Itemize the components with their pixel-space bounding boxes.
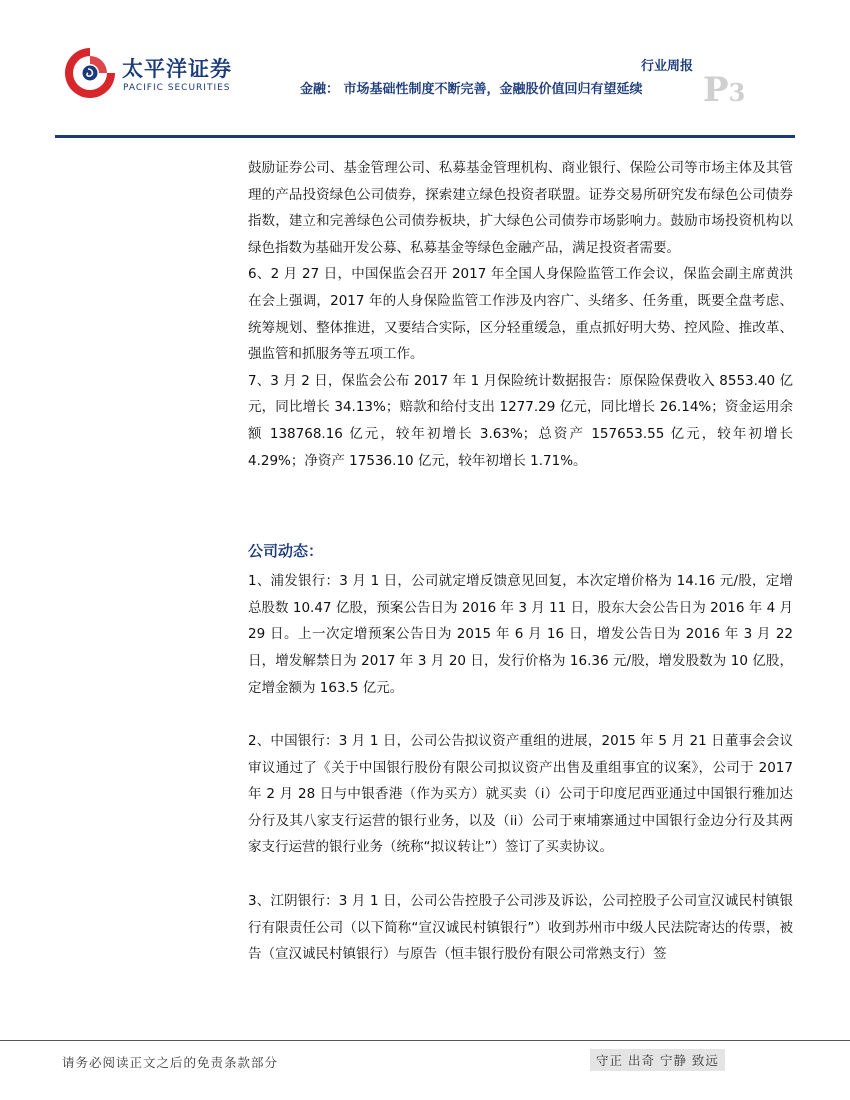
- report-subtitle: 金融： 市场基础性制度不断完善，金融股价值回归有望延续: [300, 82, 643, 97]
- company-item-bank-of-china: 2、中国银行：3 月 1 日，公司公告拟议资产重组的进展，2015 年 5 月 21 日董事会会议审议通过了《关于中国银行股份有限公司拟议资产出售及重组事宜的议案》，公司于 2017 年 2 月 28 日与中银香港（作为买方）就买卖（i）公司于印度尼西亚通过中国银行雅加达分行及其八家支行运营的银行业务，以及（ii）公司于柬埔寨通过中国银行金边分行及其两家支行运营的银行业务（统称“拟议转让”）签订了买卖协议。: [248, 733, 793, 856]
- logo-chinese-name: 太平洋证券: [122, 57, 232, 81]
- footer-divider: [0, 1040, 850, 1041]
- report-type: 行业周报: [640, 59, 693, 74]
- paragraph-insurance-meeting: 6、2 月 27 日，中国保监会召开 2017 年全国人身保险监管工作会议，保监会副主席黄洪在会上强调，2017 年的人身保险监管工作涉及内容广、头绪多、任务重，既要全盘考虑、统筹规划、整体推进，又要结合实际，区分轻重缓急，重点抓好明大势、控风险、推改革、强监管和抓服务等五项工作。: [248, 266, 793, 363]
- company-item-spdb: 1、浦发银行：3 月 1 日，公司就定增反馈意见回复，本次定增价格为 14.16 元/股，定增总股数 10.47 亿股，预案公告日为 2016 年 3 月 11 日，股东大会公告日为 2016 年 4 月 29 日。上一次定增预案公告日为 2015 年 6 月 16 日，增发公告日为 2016 年 3 月 22 日，增发解禁日为 2017 年 3 月 20 日，发行价格为 16.36 元/股，增发股数为 10 亿股，定增金额为 163.5 亿元。: [248, 573, 793, 696]
- section-spacer: [248, 474, 793, 538]
- item-spacer: [248, 701, 793, 728]
- footer-disclaimer: 请务必阅读正文之后的免责条款部分: [62, 1055, 279, 1070]
- pacific-securities-logo-icon: [62, 45, 118, 101]
- report-body: [248, 155, 793, 968]
- page-number-prefix: P: [703, 70, 729, 110]
- paragraph-insurance-statistics: 7、3 月 2 日，保监会公布 2017 年 1 月保险统计数据报告：原保险保费收入 8553.40 亿元，同比增长 34.13%；赔款和给付支出 1277.29 亿元，同比增长 26.14%；资金运用余额 138768.16 亿元，较年初增长 3.63%；总资产 157653.55 亿元，较年初增长 4.29%；净资产 17536.10 亿元，较年初增长 1.71%。: [248, 372, 793, 469]
- page-number: [703, 70, 745, 110]
- item-spacer: [248, 861, 793, 888]
- logo-english-name: PACIFIC SECURITIES: [123, 83, 231, 93]
- section-title-company-news: 公司动态：: [248, 542, 324, 561]
- header-divider: [55, 135, 795, 138]
- company-item-jiangyin-bank: 3、江阴银行：3 月 1 日，公司公告控股子公司涉及诉讼，公司控股子公司宣汉诚民村镇银行有限责任公司（以下简称“宣汉诚民村镇银行”）收到苏州市中级人民法院寄达的传票，被告（宣汉诚民村镇银行）与原告（恒丰银行股份有限公司常熟支行）签: [248, 893, 793, 963]
- company-logo: [62, 45, 282, 105]
- paragraph-green-bonds: 鼓励证券公司、基金管理公司、私募基金管理机构、商业银行、保险公司等市场主体及其管理的产品投资绿色公司债券，探索建立绿色投资者联盟。证券交易所研究发布绿色公司债券指数，建立和完善绿色公司债券板块，扩大绿色公司债券市场影响力。鼓励市场投资机构以绿色指数为基础开发公募、私募基金等绿色金融产品，满足投资者需要。: [248, 160, 793, 256]
- page-number-value: 3: [728, 78, 746, 107]
- footer-motto: 守正 出奇 宁静 致远: [590, 1049, 725, 1071]
